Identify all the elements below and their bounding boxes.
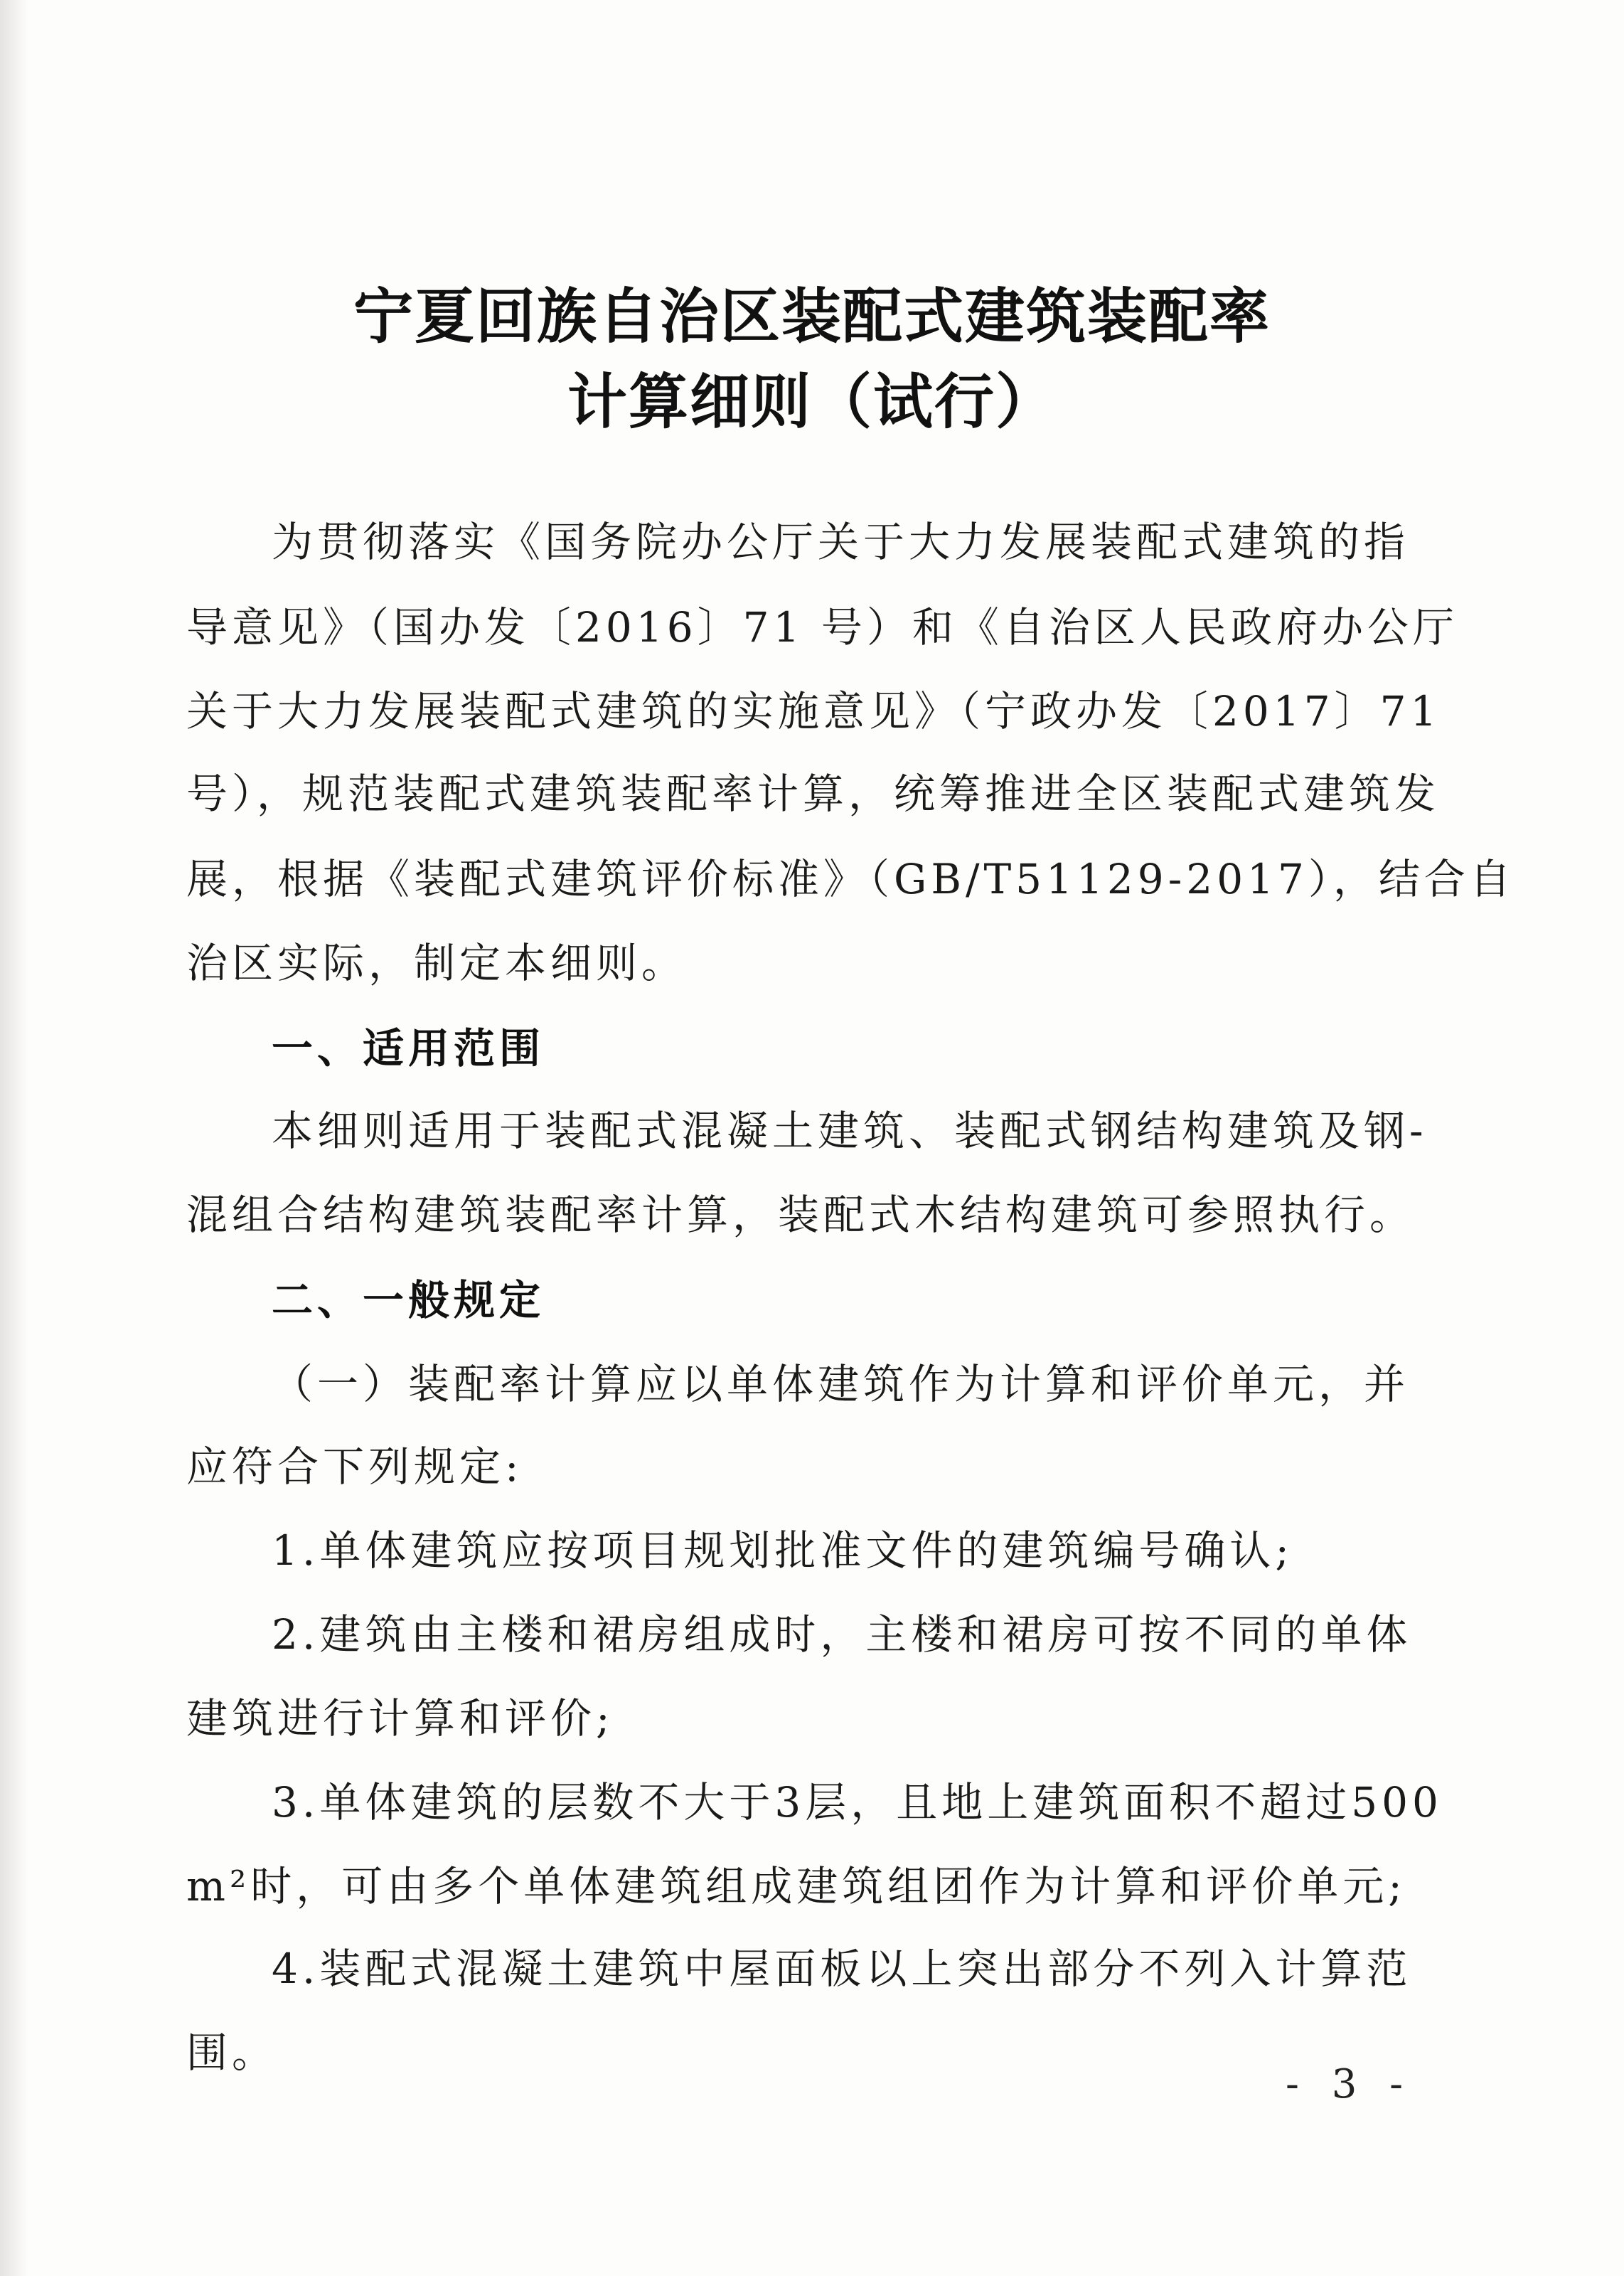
- general-line-2: 应符合下列规定:: [186, 1442, 523, 1491]
- intro-line-5: 展，根据《装配式建筑评价标准》（GB/T51129-2017），结合自: [186, 855, 1515, 903]
- general-line-8: 4.装配式混凝土建筑中屋面板以上突出部分不列入计算范: [272, 1945, 1412, 1993]
- intro-line-4: 号），规范装配式建筑装配率计算，统筹推进全区装配式建筑发: [186, 770, 1441, 818]
- general-line-9: 围。: [186, 2028, 278, 2077]
- document-title-line-1: 宁夏回族自治区装配式建筑装配率: [353, 282, 1271, 351]
- general-line-6: 3.单体建筑的层数不大于3层，且地上建筑面积不超过500: [272, 1778, 1443, 1826]
- intro-line-1: 为贯彻落实《国务院办公厅关于大力发展装配式建筑的指: [272, 518, 1410, 566]
- intro-line-6: 治区实际，制定本细则。: [186, 939, 688, 987]
- scope-line-2: 混组合结构建筑装配率计算，装配式木结构建筑可参照执行。: [186, 1191, 1416, 1239]
- general-line-3: 1.单体建筑应按项目规划批准文件的建筑编号确认;: [272, 1526, 1293, 1575]
- general-line-7: m²时，可由多个单体建筑组成建筑组团作为计算和评价单元;: [186, 1862, 1406, 1910]
- document-title-line-2: 计算细则（试行）: [567, 367, 1057, 437]
- general-line-1: （一）装配率计算应以单体建筑作为计算和评价单元，并: [272, 1360, 1410, 1408]
- section-heading-general: 二、一般规定: [272, 1276, 545, 1324]
- intro-line-2: 导意见》（国办发〔2016〕71 号）和《自治区人民政府办公厅: [186, 603, 1458, 652]
- general-line-5: 建筑进行计算和评价;: [186, 1694, 614, 1743]
- page-number: - 3 -: [1286, 2061, 1414, 2107]
- intro-line-3: 关于大力发展装配式建筑的实施意见》（宁政办发〔2017〕71: [186, 687, 1441, 735]
- section-heading-scope: 一、适用范围: [272, 1024, 545, 1073]
- general-line-4: 2.建筑由主楼和裙房组成时，主楼和裙房可按不同的单体: [272, 1610, 1412, 1659]
- scope-line-1: 本细则适用于装配式混凝土建筑、装配式钢结构建筑及钢-: [272, 1107, 1428, 1155]
